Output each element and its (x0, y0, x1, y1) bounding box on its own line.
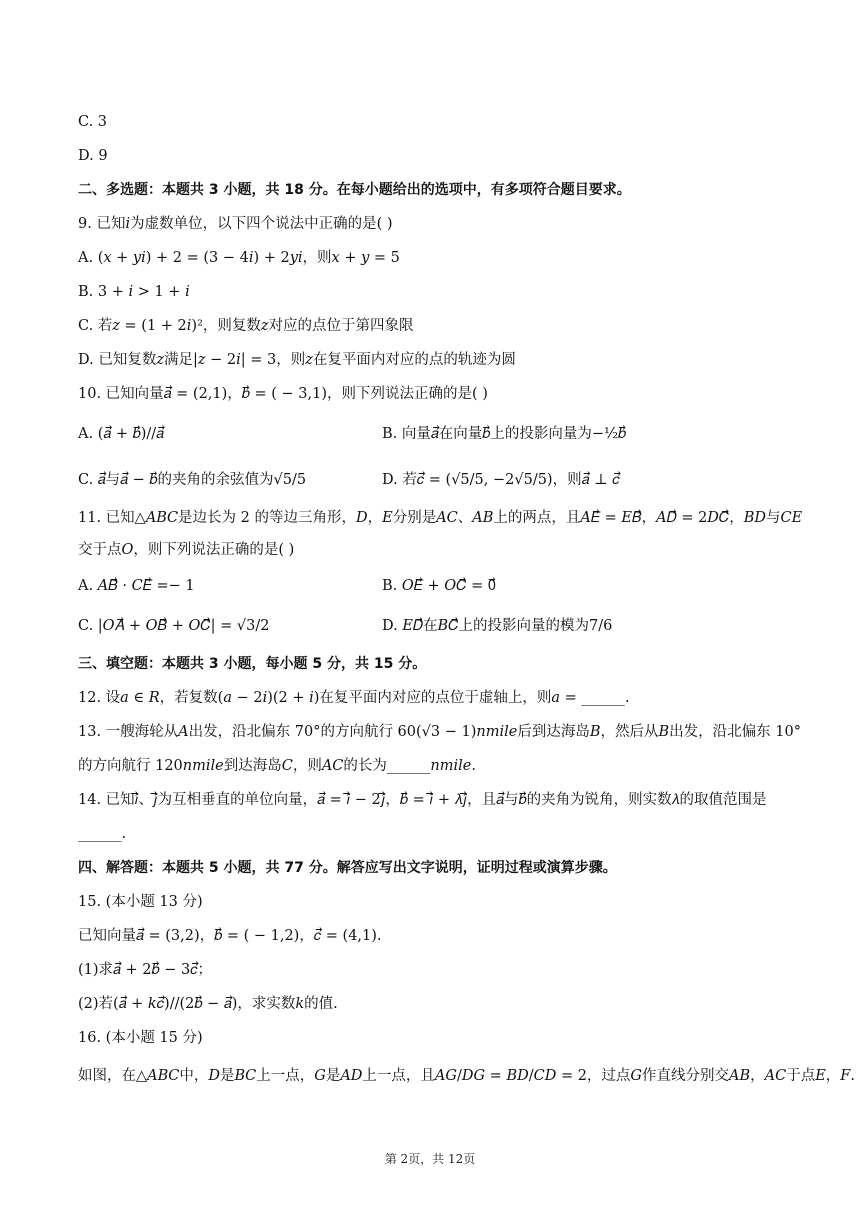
question-16-stem: 如图，在△𝐴𝐵𝐶中，𝐷是𝐵𝐶上一点，𝐺是𝐴𝐷上一点，且𝐴𝐺/𝐷𝐺 = 𝐵𝐷/𝐶𝐷 = 2，过点𝐺作直线分别交𝐴𝐵，𝐴𝐶于点𝐸，𝐹. (78, 1068, 855, 1084)
question-14-line-1: 14. 已知𝑖⃗、𝑗⃗为互相垂直的单位向量，𝑎⃗ = 𝑖⃗ − 2𝑗⃗，𝑏⃗ = 𝑖⃗ + 𝜆𝑗⃗，且𝑎⃗与𝑏⃗的夹角为锐角，则实数𝜆的取值范围是 (78, 792, 767, 808)
question-9: 9. 已知𝑖为虚数单位，以下四个说法中正确的是( ) (78, 216, 393, 232)
question-11-line-2: 交于点𝑂，则下列说法正确的是( ) (78, 542, 295, 558)
question-15-part-2: (2)若(𝑎⃗ + 𝑘𝑐⃗)//(2𝑏⃗ − 𝑎⃗)，求实数𝑘的值. (78, 996, 338, 1012)
question-15: 15. (本小题 13 分) (78, 894, 203, 910)
question-11-option-d: D. 𝐸𝐷⃗在𝐵𝐶⃗上的投影向量的模为7/6 (382, 618, 613, 634)
question-10-option-c: C. 𝑎⃗与𝑎⃗ − 𝑏⃗的夹角的余弦值为√5/5 (78, 472, 307, 488)
question-15-stem: 已知向量𝑎⃗ = (3,2)，𝑏⃗ = ( − 1,2)，𝑐⃗ = (4,1). (78, 928, 382, 944)
question-13-line-2: 的方向航行 120𝑛𝑚𝑖𝑙𝑒到达海岛𝐶，则𝐴𝐶的长为______𝑛𝑚𝑖𝑙𝑒. (78, 758, 476, 774)
question-11-option-c: C. |𝑂𝐴⃗ + 𝑂𝐵⃗ + 𝑂𝐶⃗| = √3/2 (78, 618, 270, 634)
question-16: 16. (本小题 15 分) (78, 1030, 203, 1046)
question-10-option-d: D. 若𝑐⃗ = (√5/5, −2√5/5)，则𝑎⃗ ⊥ 𝑐⃗ (382, 472, 620, 488)
question-9-option-a: A. (𝑥 + 𝑦𝑖) + 2 = (3 − 4𝑖) + 2𝑦𝑖，则𝑥 + 𝑦 = 5 (78, 250, 400, 266)
question-9-option-b: B. 3 + 𝑖 > 1 + 𝑖 (78, 284, 190, 300)
page-footer: 第 2页，共 12页 (384, 1152, 476, 1166)
section-heading-multiple-choice: 二、多选题：本题共 3 小题，共 18 分。在每小题给出的选项中，有多项符合题目要求。 (78, 182, 631, 198)
question-11-option-a: A. 𝐴𝐵⃗ · 𝐶𝐸⃗ =− 1 (78, 578, 195, 594)
option-d-prev: D. 9 (78, 148, 108, 164)
question-11-option-b: B. 𝑂𝐸⃗ + 𝑂𝐶⃗ = 0⃗ (382, 578, 496, 594)
question-9-option-c: C. 若𝑧 = (1 + 2𝑖)²，则复数𝑧对应的点位于第四象限 (78, 318, 414, 334)
question-10-option-b: B. 向量𝑎⃗在向量𝑏⃗上的投影向量为−½𝑏⃗ (382, 426, 627, 442)
question-10-option-a: A. (𝑎⃗ + 𝑏⃗)//𝑎⃗ (78, 426, 164, 442)
question-11-line-1: 11. 已知△𝐴𝐵𝐶是边长为 2 的等边三角形，𝐷，𝐸分别是𝐴𝐶、𝐴𝐵上的两点，且𝐴𝐸⃗ = 𝐸𝐵⃗，𝐴𝐷⃗ = 2𝐷𝐶⃗，𝐵𝐷与𝐶𝐸 (78, 510, 803, 526)
section-heading-fill-in: 三、填空题：本题共 3 小题，每小题 5 分，共 15 分。 (78, 656, 427, 672)
question-12: 12. 设𝑎 ∈ 𝑅，若复数(𝑎 − 2𝑖)(2 + 𝑖)在复平面内对应的点位于虚轴上，则𝑎 = ______. (78, 690, 630, 706)
question-13-line-1: 13. 一艘海轮从𝐴出发，沿北偏东 70°的方向航行 60(√3 − 1)𝑛𝑚𝑖𝑙𝑒后到达海岛𝐵，然后从𝐵出发，沿北偏东 10° (78, 724, 801, 740)
section-heading-solutions: 四、解答题：本题共 5 小题，共 77 分。解答应写出文字说明，证明过程或演算步骤。 (78, 860, 617, 876)
question-10: 10. 已知向量𝑎⃗ = (2,1)，𝑏⃗ = ( − 3,1)，则下列说法正确的是( ) (78, 386, 488, 402)
option-c-prev: C. 3 (78, 114, 108, 130)
question-9-option-d: D. 已知复数𝑧满足|𝑧 − 2𝑖| = 3，则𝑧在复平面内对应的点的轨迹为圆 (78, 352, 516, 368)
question-14-line-2: ______. (78, 826, 127, 842)
question-15-part-1: (1)求𝑎⃗ + 2𝑏⃗ − 3𝑐⃗； (78, 962, 213, 978)
